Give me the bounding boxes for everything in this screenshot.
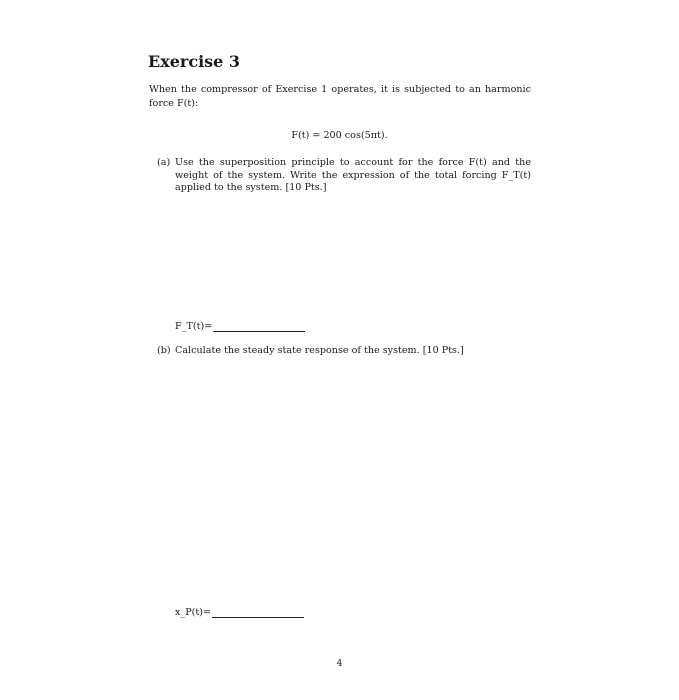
answer-blank-b — [212, 608, 304, 618]
page-number: 4 — [336, 659, 343, 669]
answer-blank-a — [213, 322, 305, 332]
exercise-title: Exercise 3 — [148, 52, 241, 71]
part-b-text: Calculate the steady state response of the system. [10 Pts.] — [175, 345, 464, 356]
answer-line-b — [175, 607, 304, 618]
part-a-label: (a) — [157, 157, 171, 168]
exercise-intro: When the compressor of Exercise 1 operates, it is subjected to an harmonic force F(t): — [149, 84, 531, 109]
answer-label-b: x_P(t)= — [175, 607, 212, 618]
force-equation: F(t) = 200 cos(5πt). — [291, 130, 388, 141]
answer-line-a — [175, 321, 305, 332]
answer-label-a: F_T(t)= — [175, 321, 213, 332]
part-b-label: (b) — [157, 345, 171, 356]
part-a-text: Use the superposition principle to account for the force F(t) and the weight of the system. Write the expression of the total forcing F_T(t) applied to the system. [10 Pts.] — [175, 157, 531, 193]
